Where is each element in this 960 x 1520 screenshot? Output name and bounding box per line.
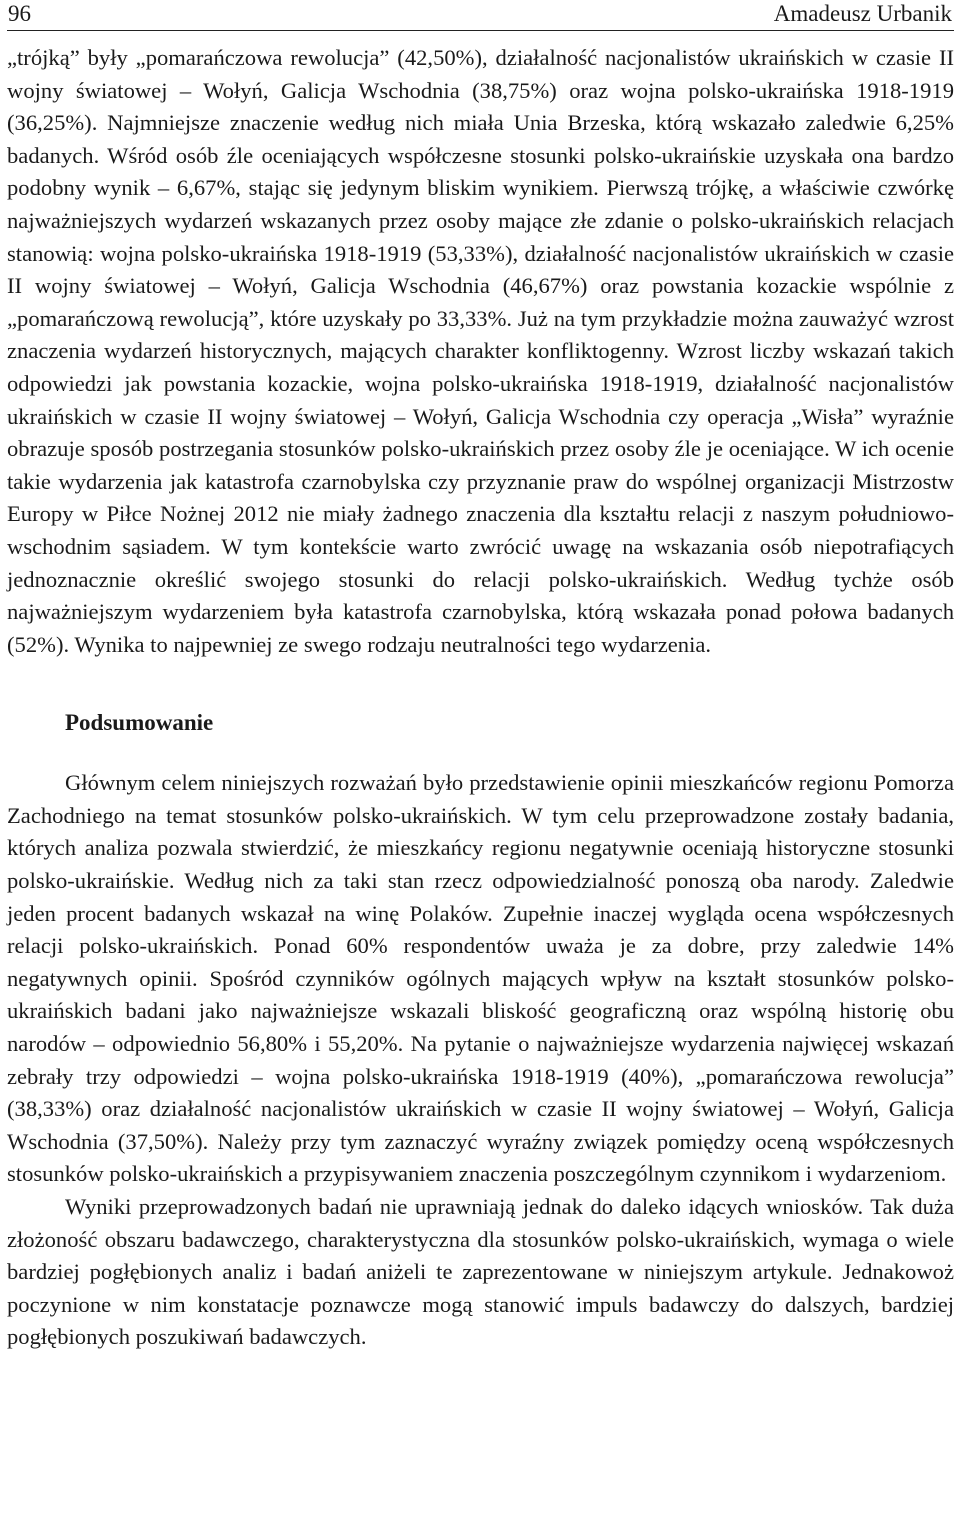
- paragraph-summary-1: Głównym celem niniejszych rozważań było przedstawienie opinii mieszkańców regionu Pomorza Zachodniego na temat stosunków polsko-ukraińskich. W tym celu przeprowadzone zostały badania, których analiza pozwala stwierdzić, że mieszkańcy regionu negatywnie oceniają historyczne stosunki polsko-ukraińskie. Według nich za taki stan rzecz odpowiedzialność ponoszą oba narody. Zaledwie jeden procent badanych wskazał na winę Polaków. Zupełnie inaczej wygląda ocena współczesnych relacji polsko-ukraińskich. Ponad 60% respondentów uważa je za dobre, przy zaledwie 14% negatywnych opinii. Spośród czynników ogólnych mających wpływ na kształt stosunków polsko-ukraińskich badani jako najważniejsze wskazali bliskość geograficzną oraz wspólną historię obu narodów – odpowiednio 56,80% i 55,20%. Na pytanie o najważniejsze wydarzenia najwięcej wskazań zebrały trzy odpowiedzi – wojna polsko-ukraińska 1918-1919 (40%), „pomarańczowa rewolucja” (38,33%) oraz działalność nacjonalistów ukraińskich w czasie II wojny światowej – Wołyń, Galicja Wschodnia (37,50%). Należy przy tym zaznaczyć wyraźny związek pomiędzy oceną współczesnych stosunków polsko-ukraińskich a przypisywaniem znaczenia poszczególnym czynnikom i wydarzeniom.: [7, 770, 954, 1187]
- body-text: [7, 42, 954, 1354]
- author-name: Amadeusz Urbanik: [773, 1, 952, 26]
- paragraph-continued: „trójką” były „pomarańczowa rewolucja” (42,50%), działalność nacjonalistów ukraińskich w czasie II wojny światowej – Wołyń, Galicja Wschodnia (38,75%) oraz wojna polsko-ukraińska 1918-1919 (36,25%). Najmniejsze znaczenie według nich miała Unia Brzeska, którą wskazało zaledwie 6,25% badanych. Wśród osób źle oceniających współczesne stosunki polsko-ukraińskie uzyskała ona bardzo podobny wynik – 6,67%, stając się jedynym bliskim wynikiem. Pierwszą trójkę, a właściwie czwórkę najważniejszych wydarzeń wskazanych przez osoby mające złe zdanie o polsko-ukraińskich relacjach stanowią: wojna polsko-ukraińska 1918-1919 (53,33%), działalność nacjonalistów ukraińskich w czasie II wojny światowej – Wołyń, Galicja Wschodnia (46,67%) oraz powstania kozackie wspólnie z „pomarańczową rewolucją”, które uzyskały po 33,33%. Już na tym przykładzie można zauważyć wzrost znaczenia wydarzeń historycznych, mających charakter konfliktogenny. Wzrost liczby wskazań takich odpowiedzi jak powstania kozackie, wojna polsko-ukraińska 1918-1919, działalność nacjonalistów ukraińskich w czasie II wojny światowej – Wołyń, Galicja Wschodnia czy operacja „Wisła” wyraźnie obrazuje sposób postrzegania stosunków polsko-ukraińskich przez osoby źle je oceniające. W ich ocenie takie wydarzenia jak katastrofa czarnobylska czy przyznanie praw do wspólnej organizacji Mistrzostw Europy w Piłce Nożnej 2012 nie miały żadnego znaczenia dla kształtu relacji z naszym południowo-wschodnim sąsiadem. W tym kontekście warto zwrócić uwagę na wskazania osób niepotrafiących jednoznacznie określić swojego stosunki do relacji polsko-ukraińskich. Według tychże osób najważniejszym wydarzeniem była katastrofa czarnobylska, którą wskazała ponad połowa badanych (52%). Wynika to najpewniej ze swego rodzaju neutralności tego wydarzenia.: [7, 45, 954, 657]
- running-header: [7, 0, 954, 31]
- paragraph-summary-2: Wyniki przeprowadzonych badań nie uprawniają jednak do daleko idących wniosków. Tak duża złożoność obszaru badawczego, charakterystyczna dla stosunków polsko-ukraińskich, wymaga o wiele bardziej pogłębionych analiz i badań aniżeli te zaprezentowane w niniejszym artykule. Jednakowoż poczynione w nim konstatacje poznawcze mogą stanowić impuls badawczy do dalszych, bardziej pogłębionych poszukiwań badawczych.: [7, 1194, 954, 1350]
- section-heading: Podsumowanie: [65, 710, 214, 736]
- page-number: 96: [8, 1, 31, 26]
